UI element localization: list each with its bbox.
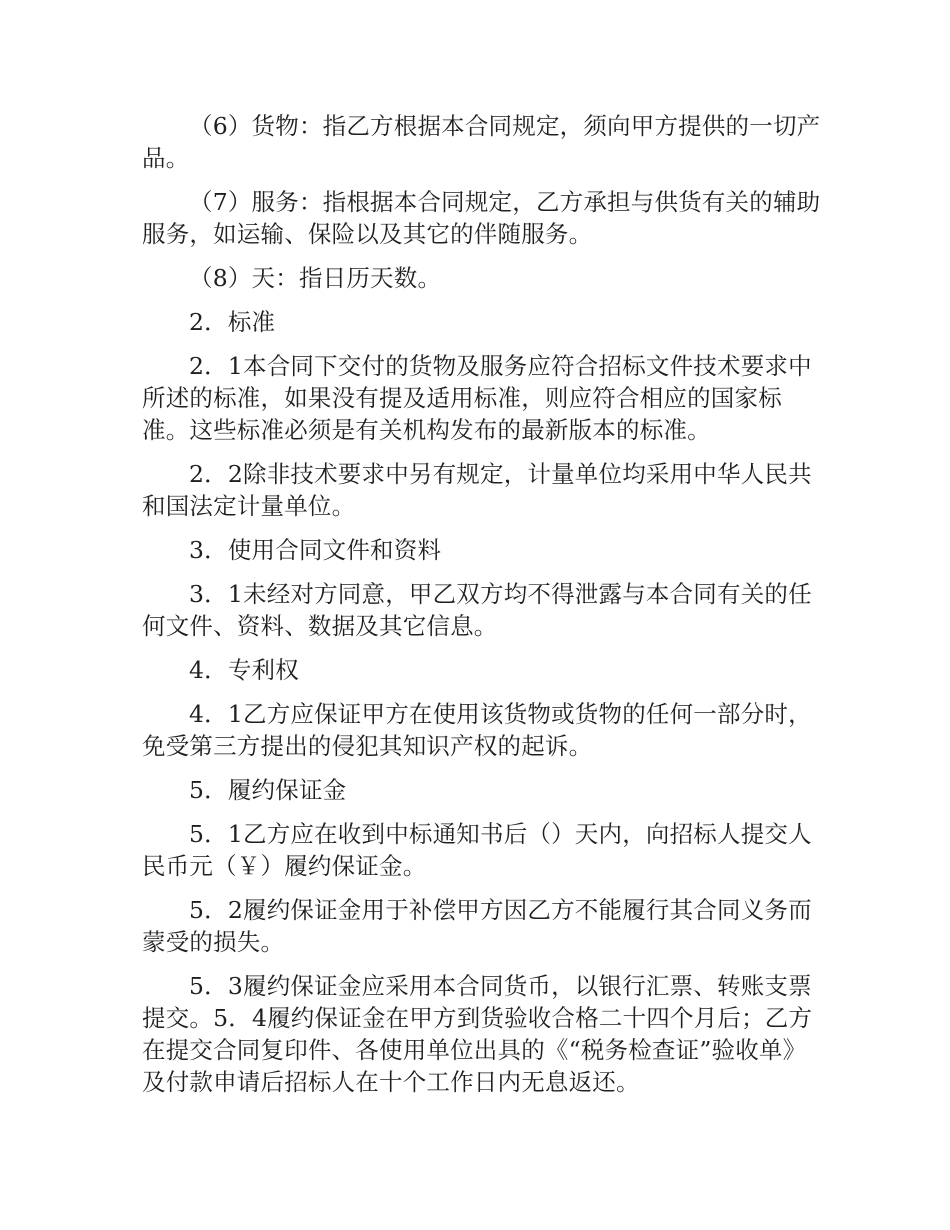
clause-2-1: 2．1本合同下交付的货物及服务应符合招标文件技术要求中所述的标准，如果没有提及适用标准，则应符合相应的国家标准。这些标准必须是有关机构发布的最新版本的标准。 [142,352,812,444]
clause-2-2: 2．2除非技术要求中另有规定，计量单位均采用中华人民共和国法定计量单位。 [142,460,812,520]
clause-5-2: 5．2履约保证金用于补偿甲方因乙方不能履行其合同义务而蒙受的损失。 [142,896,812,956]
clause-3-1: 3．1未经对方同意，甲乙双方均不得泄露与本合同有关的任何文件、资料、数据及其它信息。 [142,580,812,640]
clause-4-1: 4．1乙方应保证甲方在使用该货物或货物的任何一部分时，免受第三方提出的侵犯其知识产权的起诉。 [142,700,812,760]
document-body [142,110,822,1110]
section-3-heading: 3．使用合同文件和资料 [189,536,442,564]
section-5-heading: 5．履约保证金 [189,776,347,804]
paragraph-7-services-definition: （7）服务：指根据本合同规定，乙方承担与供货有关的辅助服务，如运输、保险以及其它的伴随服务。 [142,188,821,248]
paragraph-6-goods-definition: （6）货物：指乙方根据本合同规定，须向甲方提供的一切产品。 [142,112,821,172]
paragraph-8-day-definition: （8）天：指日历天数。 [189,264,442,292]
section-2-heading: 2．标准 [189,308,276,336]
clause-5-3-and-5-4: 5．3履约保证金应采用本合同货币，以银行汇票、转账支票提交。5．4履约保证金在甲方到货验收合格二十四个月后；乙方在提交合同复印件、各使用单位出具的《“税务检查证”验收单》及付款申请后招标人在十个工作日内无息返还。 [142,972,813,1096]
clause-5-1: 5．1乙方应在收到中标通知书后（）天内，向招标人提交人民币元（￥）履约保证金。 [142,820,812,880]
section-4-heading: 4．专利权 [189,656,299,684]
